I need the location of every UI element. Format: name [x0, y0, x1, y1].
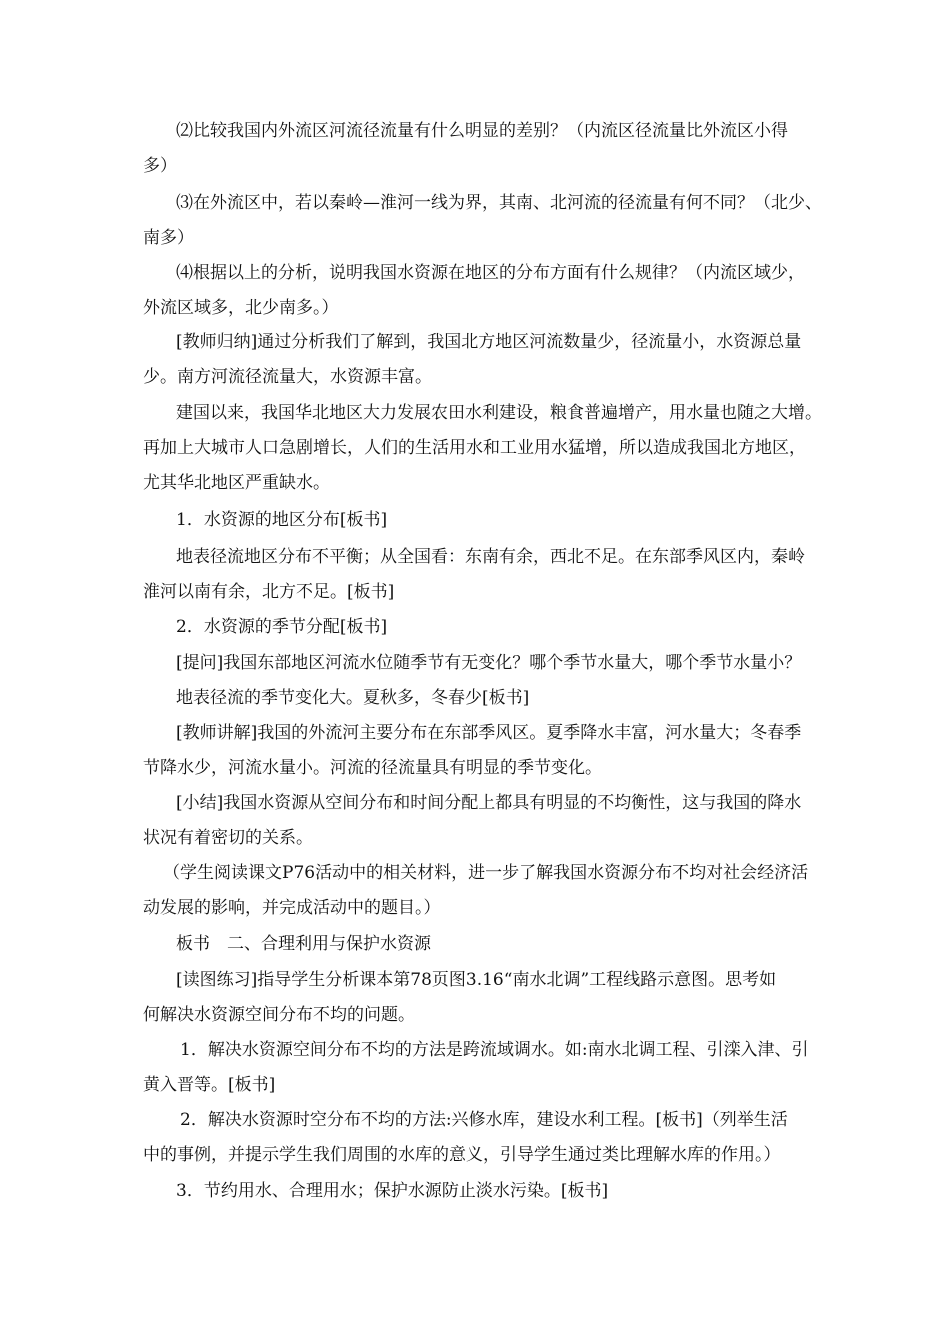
text-line: 何解决水资源空间分布不均的问题。	[143, 1005, 415, 1025]
text-line: [教师讲解]我国的外流河主要分布在东部季风区。夏季降水丰富，河水量大；冬春季	[176, 723, 802, 743]
text-line: 1．水资源的地区分布[板书]	[176, 510, 388, 530]
text-line: 节降水少，河流水量小。河流的径流量具有明显的季节变化。	[143, 758, 602, 778]
text-line: [读图练习]指导学生分析课本第78页图3.16“南水北调”工程线路示意图。思考如	[176, 970, 777, 990]
paragraph-question-2	[143, 114, 823, 184]
text-line: 尤其华北地区严重缺水。	[143, 473, 330, 493]
text-line: 少。南方河流径流量大，水资源丰富。	[143, 367, 432, 387]
heading-seasonal-distribution	[143, 610, 823, 645]
paragraph-seasonal-runoff	[143, 681, 823, 716]
paragraph-conclusion	[143, 786, 823, 856]
paragraph-solution-2	[143, 1103, 823, 1173]
text-line: 多）	[143, 156, 177, 176]
text-line: 动发展的影响，并完成活动中的题目。）	[143, 898, 441, 918]
paragraph-solution-1	[143, 1033, 823, 1103]
text-line: [提问]我国东部地区河流水位随季节有无变化？哪个季节水量大，哪个季节水量小？	[176, 653, 802, 673]
text-line: 3．节约用水、合理用水；保护水源防止淡水污染。[板书]	[176, 1181, 609, 1201]
paragraph-solution-3	[143, 1174, 823, 1209]
text-line: 淮河以南有余，北方不足。[板书]	[143, 582, 395, 602]
heading-regional-distribution	[143, 503, 823, 538]
text-line: 地表径流的季节变化大。夏秋多，冬春少[板书]	[176, 688, 530, 708]
text-line: 1．解决水资源空间分布不均的方法是跨流域调水。如:南水北调工程、引滦入津、引	[180, 1040, 809, 1060]
paragraph-map-exercise	[143, 963, 823, 1033]
text-line: 黄入晋等。[板书]	[143, 1075, 276, 1095]
paragraph-background	[143, 396, 823, 501]
paragraph-question-seasonal	[143, 646, 823, 681]
paragraph-question-4	[143, 256, 823, 326]
text-line: ⑵比较我国内外流区河流径流量有什么明显的差别？（内流区径流量比外流区小得	[176, 121, 788, 141]
text-line: [教师归纳]通过分析我们了解到，我国北方地区河流数量少，径流量小，水资源总量	[176, 332, 802, 352]
text-line: 板书 二、合理利用与保护水资源	[176, 934, 431, 954]
paragraph-student-reading	[143, 856, 823, 926]
paragraph-teacher-explanation	[143, 716, 823, 786]
paragraph-teacher-summary	[143, 325, 823, 395]
text-line: 外流区域多，北少南多。）	[143, 298, 339, 318]
text-line: 2．解决水资源时空分布不均的方法:兴修水库，建设水利工程。[板书]（列举生活	[180, 1110, 788, 1130]
text-line: ⑷根据以上的分析，说明我国水资源在地区的分布方面有什么规律？（内流区域少，	[176, 263, 805, 283]
text-line: （学生阅读课文P76活动中的相关材料，进一步了解我国水资源分布不均对社会经济活	[163, 863, 809, 883]
text-line: 状况有着密切的关系。	[143, 828, 313, 848]
text-line: ⑶在外流区中，若以秦岭—淮河一线为界，其南、北河流的径流量有何不同？（北少、	[176, 193, 822, 213]
text-line: 再加上大城市人口急剧增长，人们的生活用水和工业用水猛增，所以造成我国北方地区，	[143, 438, 806, 458]
text-line: 建国以来，我国华北地区大力发展农田水利建设，粮食普遍增产，用水量也随之大增。	[176, 403, 822, 423]
text-line: [小结]我国水资源从空间分布和时间分配上都具有明显的不均衡性，这与我国的降水	[176, 793, 802, 813]
heading-rational-use	[143, 927, 823, 962]
text-line: 中的事例，并提示学生我们周围的水库的意义，引导学生通过类比理解水库的作用。）	[143, 1145, 781, 1165]
text-line: 地表径流地区分布不平衡；从全国看：东南有余，西北不足。在东部季风区内，秦岭	[176, 547, 805, 567]
paragraph-question-3	[143, 186, 823, 256]
paragraph-runoff-distribution	[143, 540, 823, 610]
text-line: 南多）	[143, 228, 194, 248]
text-line: 2．水资源的季节分配[板书]	[176, 617, 388, 637]
